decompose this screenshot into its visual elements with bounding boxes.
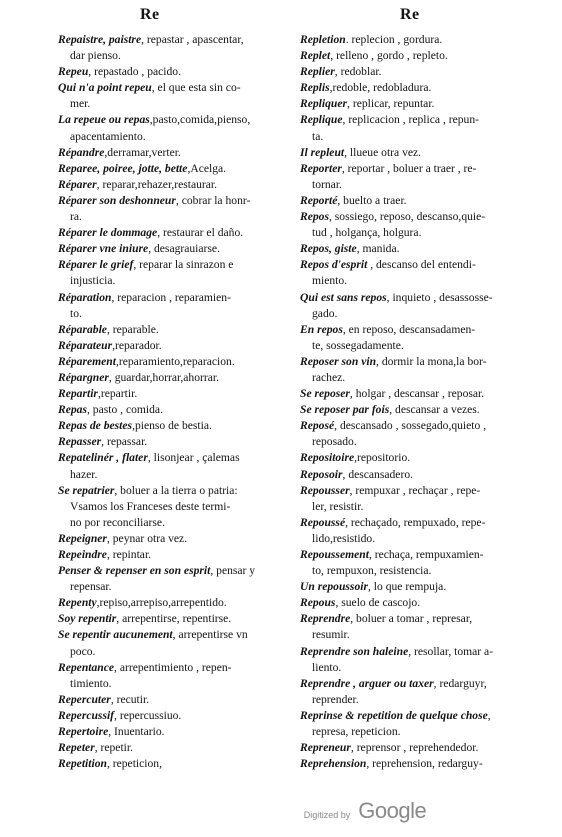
entry-headword: Repas de bestes	[58, 419, 133, 433]
entry-definition: liento.	[312, 660, 342, 674]
dictionary-entry	[58, 80, 284, 96]
entry-headword: Reporter	[300, 161, 342, 175]
dictionary-entry	[58, 257, 284, 273]
right-column	[300, 32, 528, 772]
entry-definition: ,	[487, 708, 491, 722]
dictionary-entry	[300, 386, 528, 402]
entry-definition: ta.	[312, 129, 324, 143]
left-column	[58, 32, 284, 772]
entry-definition: resumir.	[312, 628, 350, 642]
entry-headword: Repeter	[58, 741, 95, 755]
entry-headword: Replet	[300, 49, 331, 63]
dictionary-entry	[58, 402, 284, 418]
entry-definition: mer.	[70, 97, 91, 111]
entry-continuation	[58, 48, 284, 64]
dictionary-entry	[58, 145, 284, 161]
entry-definition: ,repositorio.	[354, 451, 411, 465]
dictionary-entry	[300, 64, 528, 80]
entry-definition: , replicacion , replica , repun-	[342, 113, 479, 127]
dictionary-entry	[300, 418, 528, 434]
entry-definition: dar pienso.	[70, 49, 121, 63]
dictionary-entry	[58, 193, 284, 209]
dictionary-entry	[58, 290, 284, 306]
dictionary-entry	[300, 756, 528, 772]
entry-definition: te, sossegadamente.	[312, 338, 404, 352]
entry-headword: Reprendre son haleine	[300, 644, 409, 658]
entry-definition: , arrepentirse vn	[172, 628, 248, 642]
dictionary-entry	[300, 467, 528, 483]
entry-definition: , dormir la mona,la bor-	[376, 354, 487, 368]
entry-headword: Reposé	[300, 419, 335, 433]
entry-headword: Repaistre, paistre	[58, 33, 142, 46]
entry-definition: ra.	[70, 210, 82, 224]
entry-continuation	[300, 692, 528, 708]
dictionary-entry	[58, 161, 284, 177]
entry-definition: tud , holgança, holgura.	[312, 226, 422, 240]
entry-continuation	[58, 644, 284, 660]
dictionary-entry	[300, 547, 528, 563]
entry-continuation	[58, 306, 284, 322]
dictionary-entry	[300, 290, 528, 306]
entry-definition: , peynar otra vez.	[106, 531, 188, 545]
entry-definition: to.	[70, 306, 82, 320]
entry-headword: Repas	[58, 403, 87, 417]
entry-headword: Reprendre , arguer ou taxer	[300, 676, 434, 690]
entry-headword: Reposer son vin	[300, 354, 377, 368]
entry-definition: , redarguyr,	[433, 676, 487, 690]
dictionary-entry	[300, 579, 528, 595]
entry-headword: Repercussif	[58, 708, 115, 722]
entry-definition: injusticia.	[70, 274, 116, 288]
entry-definition: , sossiego, reposo, descanso,quie-	[328, 210, 486, 224]
entry-continuation	[300, 531, 528, 547]
dictionary-entry	[300, 322, 528, 338]
dictionary-entry	[58, 563, 284, 579]
entry-definition: rachez.	[312, 370, 346, 384]
entry-headword: Réparement	[58, 354, 116, 368]
dictionary-entry	[300, 483, 528, 499]
entry-headword: Réparateur	[58, 338, 113, 352]
entry-headword: Repenty	[58, 596, 97, 610]
entry-headword: Reparee, poiree, jotte, bette	[58, 161, 188, 175]
entry-definition: , holgar , descansar , reposar.	[349, 387, 485, 401]
entry-continuation	[300, 273, 528, 289]
entry-headword: Réparer	[58, 177, 97, 191]
entry-definition: hazer.	[70, 467, 98, 481]
entry-continuation	[300, 499, 528, 515]
entry-headword: Repous	[300, 596, 336, 610]
entry-definition: timiento.	[70, 676, 112, 690]
dictionary-entry	[300, 257, 528, 273]
dictionary-entry	[300, 740, 528, 756]
dictionary-entry	[300, 676, 528, 692]
entry-headword: Replis	[300, 81, 330, 95]
dictionary-entry	[300, 611, 528, 627]
entry-definition: , cobrar la honr-	[175, 193, 251, 207]
entry-definition: , desagrauiarse.	[148, 242, 220, 256]
dictionary-entry	[58, 386, 284, 402]
entry-continuation	[300, 129, 528, 145]
entry-headword: En repos	[300, 322, 343, 336]
entry-headword: Reporté	[300, 193, 338, 207]
entry-headword: Repousser	[300, 483, 350, 497]
entry-headword: Qui est sans repos	[300, 290, 387, 304]
entry-definition: ,reparador.	[112, 338, 162, 352]
entry-headword: Reprehension	[300, 757, 367, 771]
entry-headword: Il repleut	[300, 145, 345, 159]
dictionary-entry	[58, 177, 284, 193]
entry-headword: Replier	[300, 65, 335, 79]
entry-definition: , Inuentario.	[108, 725, 165, 739]
entry-definition: , descansadero.	[342, 467, 414, 481]
dictionary-entry	[58, 450, 284, 466]
running-head-right: Re	[400, 6, 420, 23]
entry-headword: Réparation	[58, 290, 112, 304]
entry-continuation	[58, 273, 284, 289]
entry-headword: Repercuter	[58, 692, 111, 706]
entry-headword: Repos	[300, 210, 329, 224]
dictionary-entry	[58, 483, 284, 499]
entry-definition: apacentamiento.	[70, 129, 146, 143]
entry-continuation	[300, 306, 528, 322]
entry-headword: Repasser	[58, 435, 102, 449]
entry-definition: , rechaça, rempuxamien-	[368, 548, 484, 561]
entry-definition: to, rempuxon, resistencia.	[312, 564, 432, 578]
dictionary-entry	[58, 740, 284, 756]
dictionary-entry	[58, 338, 284, 354]
entry-continuation	[300, 660, 528, 676]
entry-continuation	[300, 370, 528, 386]
entry-definition: , lo que rempuja.	[367, 580, 447, 594]
entry-definition: , boluer a la tierra o patria:	[114, 483, 238, 497]
dictionary-entry	[58, 370, 284, 386]
entry-definition: reprender.	[312, 692, 359, 706]
entry-definition: , descanso del entendi-	[367, 258, 476, 272]
entry-definition: , repassar.	[101, 435, 148, 449]
entry-definition: , el que esta sin co-	[151, 81, 241, 95]
entry-headword: Se repentir aucunement	[58, 628, 173, 642]
entry-headword: Repatelinér , flater	[58, 451, 148, 465]
dictionary-entry	[300, 402, 528, 418]
entry-headword: Soy repentir	[58, 612, 117, 626]
entry-headword: Repeigner	[58, 531, 107, 545]
entry-definition: , reparacion , reparamien-	[111, 290, 231, 304]
entry-definition: , repastar , apascentar,	[141, 33, 244, 46]
entry-definition: tornar.	[312, 177, 342, 191]
dictionary-entry	[300, 48, 528, 64]
dictionary-entry	[300, 32, 528, 48]
entry-definition: , restaurar el daño.	[157, 226, 244, 240]
dictionary-entry	[300, 112, 528, 128]
entry-definition: miento.	[312, 274, 348, 288]
entry-definition: , reparar la sinrazon e	[133, 258, 234, 272]
dictionary-entry	[58, 32, 284, 48]
entry-definition: , llueue otra vez.	[344, 145, 422, 159]
dictionary-entry	[58, 547, 284, 563]
entry-continuation	[58, 515, 284, 531]
entry-definition: , reportar , boluer a traer , re-	[341, 161, 477, 175]
entry-headword: Réparer son deshonneur	[58, 193, 176, 207]
entry-headword: Repos d'esprit	[300, 258, 368, 272]
entry-headword: Réparer le grief	[58, 258, 134, 272]
entry-headword: Qui n'a point repeu	[58, 81, 152, 95]
dictionary-entry	[300, 145, 528, 161]
dictionary-entry	[58, 627, 284, 643]
dictionary-entry	[58, 724, 284, 740]
dictionary-entry	[58, 531, 284, 547]
dictionary-entry	[58, 611, 284, 627]
entry-definition: , reparable.	[106, 322, 159, 336]
dictionary-entry	[300, 644, 528, 660]
dictionary-entry	[58, 660, 284, 676]
entry-headword: Réparable	[58, 322, 107, 336]
entry-definition: , descansado , sossegado,quieto ,	[334, 419, 487, 433]
entry-definition: , pensar y	[210, 564, 256, 578]
entry-definition: ,repiso,arrepiso,arrepentido.	[96, 596, 227, 610]
entry-continuation	[58, 467, 284, 483]
entry-headword: Repentance	[58, 660, 115, 674]
dictionary-entry	[300, 708, 528, 724]
entry-headword: Répargner	[58, 370, 109, 384]
dictionary-entry	[300, 96, 528, 112]
entry-continuation	[58, 499, 284, 515]
entry-continuation	[58, 129, 284, 145]
entry-headword: Reposoir	[300, 467, 343, 481]
dictionary-entry	[58, 692, 284, 708]
entry-definition: , lisonjear , çalemas	[147, 451, 240, 465]
entry-headword: La repeue ou repas	[58, 113, 150, 127]
running-head-left: Re	[140, 6, 160, 23]
entry-definition: , replicar, repuntar.	[347, 97, 435, 111]
entry-definition: represa, repeticion.	[312, 725, 401, 739]
entry-headword: Repletion	[300, 33, 346, 46]
entry-headword: Reprinse & repetition de quelque chose	[300, 708, 488, 722]
dictionary-entry	[300, 193, 528, 209]
entry-headword: Penser & repenser en son esprit	[58, 564, 211, 578]
dictionary-entry	[58, 708, 284, 724]
dictionary-entry	[300, 241, 528, 257]
google-logo: Google	[358, 798, 427, 823]
entry-definition: , arrepentimiento , repen-	[114, 660, 232, 674]
entry-continuation	[300, 724, 528, 740]
entry-headword: Repliquer	[300, 97, 348, 111]
dictionary-entry	[300, 450, 528, 466]
entry-definition: ,Acelga.	[187, 161, 227, 175]
entry-definition: repensar.	[70, 580, 112, 594]
dictionary-entry	[58, 418, 284, 434]
entry-headword: Repeindre	[58, 548, 107, 561]
entry-headword: Reprendre	[300, 612, 351, 626]
entry-headword: Repertoire	[58, 725, 109, 739]
entry-definition: ,pienso de bestia.	[132, 419, 212, 433]
entry-definition: , reprehension, redarguy-	[366, 757, 483, 771]
entry-definition: ,redoble, redobladura.	[329, 81, 432, 95]
entry-definition: . replecion , gordura.	[345, 33, 443, 46]
entry-continuation	[58, 676, 284, 692]
entry-headword: Un repoussoir	[300, 580, 368, 594]
entry-headword: Repartir	[58, 387, 98, 401]
entry-definition: , redoblar.	[334, 65, 382, 79]
entry-definition: , inquieto , desassosse-	[386, 290, 493, 304]
entry-definition: ,reparamiento,reparacion.	[115, 354, 235, 368]
entry-headword: Réparer le dommage	[58, 226, 158, 240]
entry-continuation	[300, 434, 528, 450]
entry-headword: Repositoire	[300, 451, 355, 465]
dictionary-entry	[300, 80, 528, 96]
entry-definition: no por reconciliarse.	[70, 515, 165, 529]
entry-definition: , reparar,rehazer,restaurar.	[96, 177, 218, 191]
digitization-watermark	[290, 798, 440, 824]
entry-headword: Repetition	[58, 757, 107, 771]
entry-definition: ,pasto,comida,pienso,	[149, 113, 251, 127]
dictionary-entry	[58, 595, 284, 611]
entry-headword: Repoussement	[300, 548, 369, 561]
dictionary-entry	[300, 595, 528, 611]
entry-definition: , buelto a traer.	[337, 193, 407, 207]
entry-continuation	[300, 338, 528, 354]
entry-continuation	[58, 579, 284, 595]
entry-definition: , pasto , comida.	[86, 403, 163, 417]
dictionary-entry	[58, 756, 284, 772]
dictionary-entry	[58, 225, 284, 241]
entry-continuation	[300, 225, 528, 241]
dictionary-entry	[300, 515, 528, 531]
entry-definition: , repercussiuo.	[114, 708, 182, 722]
entry-definition: , rechaçado, rempuxado, repe-	[345, 515, 486, 529]
dictionary-entry	[300, 354, 528, 370]
entry-definition: lido,resistido.	[312, 531, 376, 545]
entry-headword: Répandre	[58, 145, 105, 159]
entry-headword: Repos, giste	[300, 242, 357, 256]
entry-continuation	[300, 563, 528, 579]
entry-definition: , descansar a vezes.	[389, 403, 480, 417]
entry-headword: Repeu	[58, 65, 89, 79]
entry-definition: ,derramar,verter.	[104, 145, 181, 159]
entry-headword: Se reposer par fois	[300, 403, 390, 417]
entry-headword: Se repatrier	[58, 483, 115, 497]
entry-continuation	[300, 627, 528, 643]
dictionary-entry	[58, 112, 284, 128]
entry-headword: Réparer vne iniure	[58, 242, 149, 256]
entry-definition: , repeticion,	[106, 757, 163, 771]
entry-headword: Repoussé	[300, 515, 346, 529]
dictionary-entry	[58, 322, 284, 338]
entry-headword: Replique	[300, 113, 343, 127]
entry-headword: Repreneur	[300, 741, 351, 755]
entry-headword: Se reposer	[300, 387, 350, 401]
entry-definition: , resollar, tomar a-	[408, 644, 494, 658]
digitized-by-text: Digitized by	[303, 810, 351, 820]
entry-definition: , recutir.	[110, 692, 150, 706]
entry-continuation	[58, 209, 284, 225]
entry-definition: , manida.	[356, 242, 400, 256]
dictionary-entry	[58, 354, 284, 370]
entry-definition: , suelo de cascojo.	[335, 596, 421, 610]
entry-definition: , guardar,horrar,ahorrar.	[108, 370, 220, 384]
dictionary-entry	[58, 64, 284, 80]
entry-continuation	[300, 177, 528, 193]
entry-definition: ,repartir.	[97, 387, 138, 401]
entry-definition: , repetir.	[94, 741, 134, 755]
entry-definition: , repintar.	[106, 548, 152, 561]
entry-definition: , repastado , pacido.	[88, 65, 181, 79]
entry-definition: , en reposo, descansadamen-	[342, 322, 476, 336]
entry-definition: , relleno , gordo , repleto.	[330, 49, 448, 63]
entry-definition: Vsamos los Franceses deste termi-	[70, 499, 231, 513]
entry-definition: gado.	[312, 306, 338, 320]
entry-definition: , rempuxar , rechaçar , repe-	[349, 483, 481, 497]
entry-definition: , reprensor , reprehendedor.	[350, 741, 479, 755]
entry-definition: poco.	[70, 644, 96, 658]
entry-definition: reposado.	[312, 435, 357, 449]
dictionary-entry	[300, 209, 528, 225]
dictionary-entry	[58, 434, 284, 450]
entry-definition: , arrepentirse, repentirse.	[116, 612, 232, 626]
entry-continuation	[58, 96, 284, 112]
entry-definition: ler, resistir.	[312, 499, 364, 513]
dictionary-entry	[300, 161, 528, 177]
entry-definition: , boluer a tomar , represar,	[350, 612, 473, 626]
dictionary-entry	[58, 241, 284, 257]
